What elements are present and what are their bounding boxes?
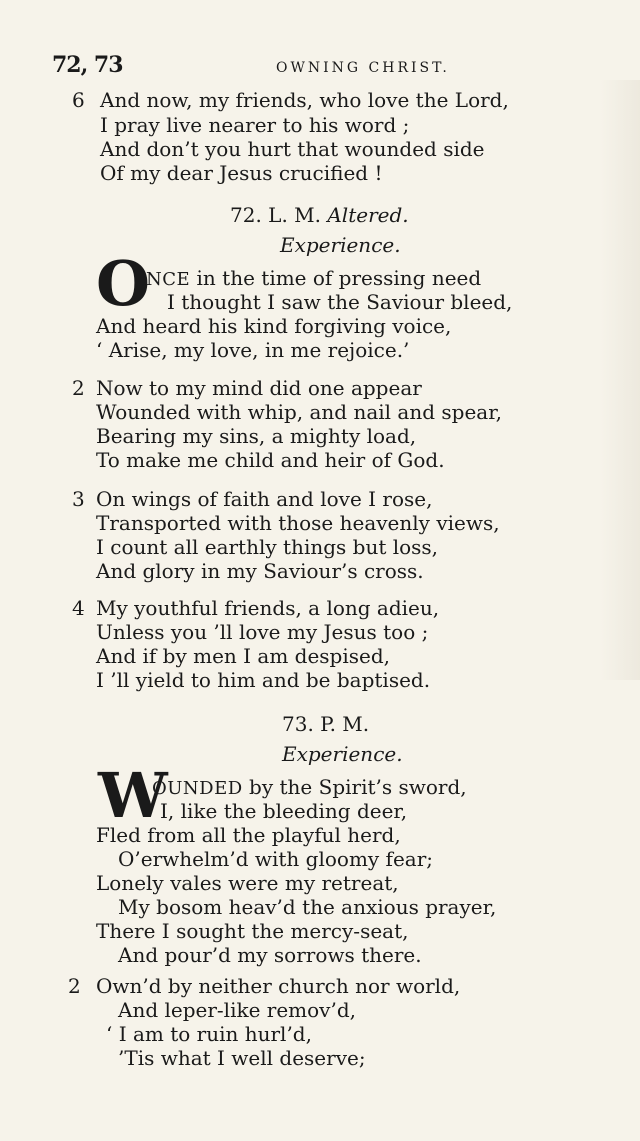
- verse-line: There I sought the mercy-seat,: [96, 919, 409, 943]
- verse-line: My youthful friends, a long adieu,: [96, 596, 440, 620]
- verse-line: Fled from all the playful herd,: [96, 823, 401, 847]
- verse-line: O’erwhelm’d with gloomy fear;: [118, 847, 434, 871]
- verse-line: I pray live nearer to his word ;: [100, 113, 410, 137]
- page-edge-shadow: [600, 80, 640, 680]
- verse-line: Of my dear Jesus crucified !: [100, 161, 383, 185]
- page-header: [46, 52, 540, 82]
- verse-line: And leper-like remov’d,: [118, 998, 356, 1022]
- running-head: OWNING CHRIST.: [276, 60, 450, 76]
- hymn-subtitle: Experience.: [280, 233, 401, 257]
- verse-line: And now, my friends, who love the Lord,: [100, 88, 509, 112]
- stanza-number: 4: [72, 596, 85, 620]
- stanza-number: 3: [72, 487, 85, 511]
- stanza-number: 2: [72, 376, 85, 400]
- verse-line: And glory in my Saviour’s cross.: [96, 559, 424, 583]
- verse-line: And pour’d my sorrows there.: [118, 943, 422, 967]
- verse-line: My bosom heav’d the anxious prayer,: [118, 895, 497, 919]
- hymn-number-meter: 72. L. M.: [230, 203, 321, 227]
- hymn-title: 73. P. M.: [282, 712, 370, 736]
- verse-line: Transported with those heavenly views,: [96, 511, 500, 535]
- verse-line: Lonely vales were my retreat,: [96, 871, 399, 895]
- hymn-title: [230, 203, 409, 227]
- stanza-number: 6: [72, 88, 85, 112]
- verse-line-rest: by the Spirit’s sword,: [242, 775, 467, 799]
- drop-cap: O: [96, 247, 151, 320]
- verse-line: ‘ Arise, my love, in me rejoice.’: [96, 338, 410, 362]
- verse-line: On wings of faith and love I rose,: [96, 487, 433, 511]
- page-numbers: 72, 73: [52, 52, 123, 78]
- verse-line: I thought I saw the Saviour bleed,: [167, 290, 513, 314]
- small-caps-word: NCE: [146, 269, 191, 290]
- verse-line: Own’d by neither church nor world,: [96, 974, 461, 998]
- verse-line: Unless you ’ll love my Jesus too ;: [96, 620, 429, 644]
- verse-line: I ’ll yield to him and be baptised.: [96, 668, 431, 692]
- verse-line: Wounded with whip, and nail and spear,: [96, 400, 502, 424]
- verse-line-rest: in the time of pressing need: [190, 266, 482, 290]
- stanza-number: 2: [68, 974, 81, 998]
- verse-line: And don’t you hurt that wounded side: [100, 137, 485, 161]
- hymn-note: Altered.: [327, 203, 409, 227]
- verse-line: And if by men I am despised,: [96, 644, 391, 668]
- verse-line: ‘ I am to ruin hurl’d,: [106, 1022, 312, 1046]
- verse-line: [152, 775, 467, 801]
- hymn-subtitle: Experience.: [282, 742, 403, 766]
- verse-line: ’Tis what I well deserve;: [118, 1046, 366, 1070]
- verse-line: To make me child and heir of God.: [96, 448, 445, 472]
- small-caps-word: OUNDED: [152, 778, 243, 799]
- verse-line: And heard his kind forgiving voice,: [96, 314, 452, 338]
- verse-line: Now to my mind did one appear: [96, 376, 422, 400]
- verse-line: I count all earthly things but loss,: [96, 535, 439, 559]
- verse-line: [146, 266, 481, 292]
- drop-cap: W: [98, 759, 168, 832]
- verse-line: Bearing my sins, a mighty load,: [96, 424, 417, 448]
- verse-line: I, like the bleeding deer,: [160, 799, 408, 823]
